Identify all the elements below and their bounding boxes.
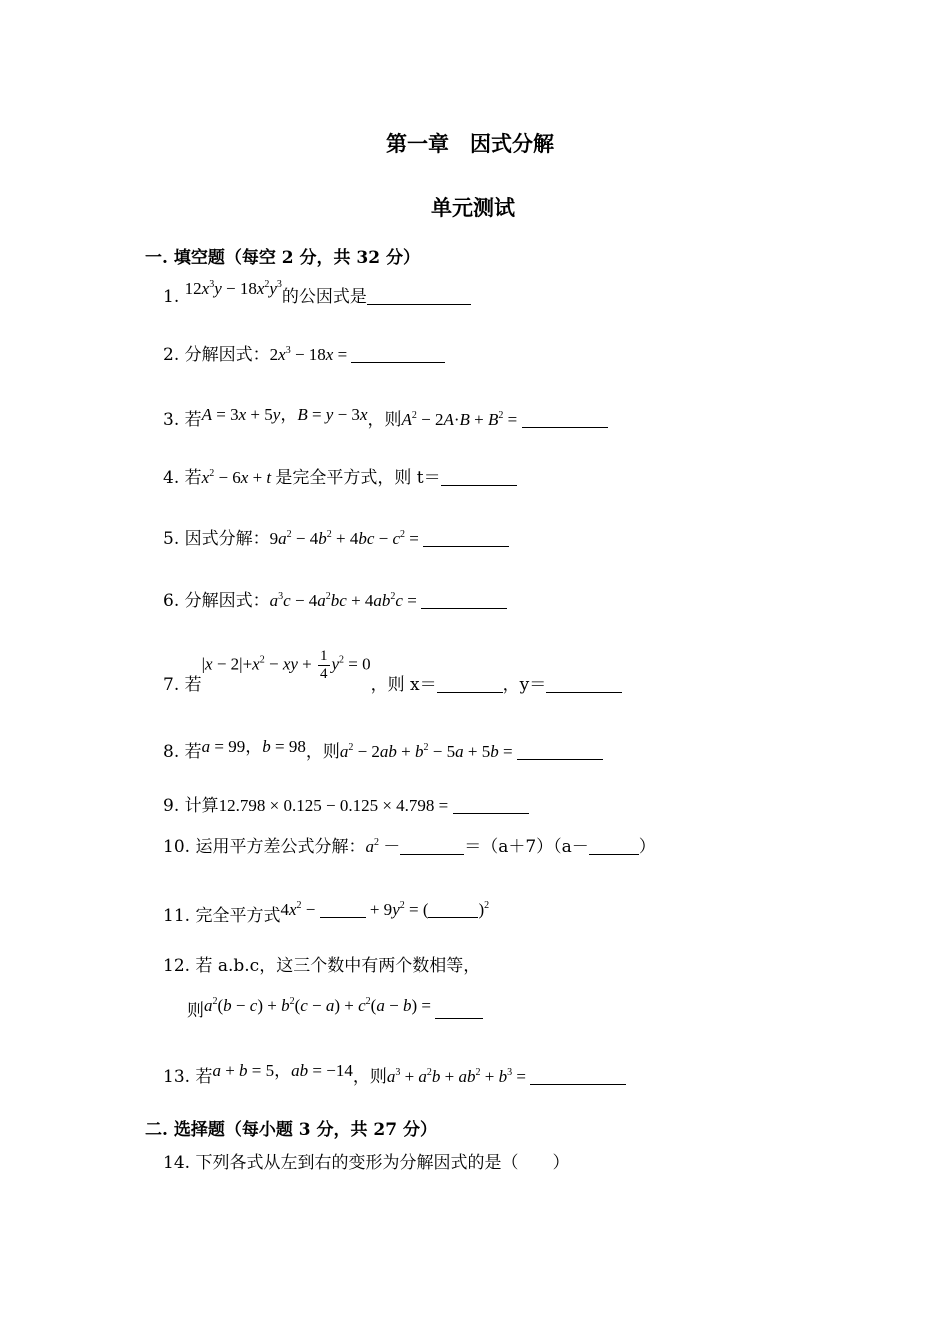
- q6-answer-blank[interactable]: [421, 592, 507, 609]
- q6-number: 6.: [163, 591, 180, 611]
- q3-condition: A = 3x + 5y，B = y − 3x: [201, 405, 368, 424]
- q1-answer-blank[interactable]: [367, 288, 471, 305]
- q12-answer-blank[interactable]: [435, 1002, 483, 1019]
- question-5: [163, 528, 509, 550]
- q6-expression: $a^3c - 4a^2bc + 4ab^2c$ =: [269, 591, 422, 610]
- q9-number: 9.: [163, 796, 180, 816]
- question-6: [163, 590, 507, 612]
- q5-expression: $9a^2 - 4b^2 + 4bc - c^2$ =: [269, 529, 424, 548]
- q5-text: 因式分解：: [184, 529, 270, 549]
- q13-condition: a + b = 5，ab = −14: [212, 1061, 353, 1080]
- q2-text: 分解因式：: [184, 345, 270, 365]
- q10-blank-1[interactable]: [400, 838, 464, 855]
- q10-expression: $a^2$ －: [365, 837, 401, 856]
- q13-expression: $a^3 + a^2b + ab^2 + b^3$ =: [386, 1067, 531, 1086]
- q8-condition: a = 99，b = 98: [201, 737, 306, 756]
- question-8: [163, 737, 603, 763]
- q14-text: 下列各式从左到右的变形为分解因式的是（ ）: [195, 1153, 570, 1173]
- question-12-line-2: [187, 996, 483, 1022]
- question-9: [163, 795, 529, 817]
- q6-text: 分解因式：: [184, 591, 270, 611]
- q7-y-label: ，y＝: [502, 675, 547, 695]
- q12-then: 则: [187, 1001, 204, 1021]
- q8-text: 若: [184, 742, 202, 762]
- q7-number: 7.: [163, 675, 180, 695]
- q14-number: 14.: [163, 1153, 191, 1173]
- q10-end: ）: [638, 837, 656, 857]
- q5-number: 5.: [163, 529, 180, 549]
- question-7: [163, 648, 622, 695]
- question-12: [163, 955, 480, 977]
- q1-text: 的公因式是: [281, 287, 367, 307]
- page-title: 第一章 因式分解: [386, 132, 554, 156]
- q9-expression: 12.798 × 0.125 − 0.125 × 4.798 =: [218, 796, 453, 815]
- q4-expression: $x^2 - 6x + t$: [201, 468, 272, 487]
- q3-expression: $A^2 - 2A\cdot B + B^2$ =: [401, 410, 522, 429]
- q7-expression: $|x - 2|+x^2$ − xy + $\frac{1}{4}$ $y^2 = 0$: [201, 648, 371, 682]
- q11-number: 11.: [163, 906, 191, 926]
- question-14: [163, 1152, 569, 1174]
- q9-answer-blank[interactable]: [453, 797, 529, 814]
- q12-expression: $a^2(b - c) + b^2(c - a) + c^2(a - b)$ =: [204, 996, 436, 1015]
- q2-answer-blank[interactable]: [351, 346, 445, 363]
- q2-number: 2.: [163, 345, 180, 365]
- q12-number: 12.: [163, 956, 191, 976]
- q3-number: 3.: [163, 410, 180, 430]
- question-13: [163, 1061, 626, 1088]
- q4-text: 若: [184, 468, 202, 488]
- q11-blank-1[interactable]: [320, 901, 366, 918]
- q11-blank-2[interactable]: [428, 901, 478, 918]
- q11-text: 完全平方式: [195, 906, 281, 926]
- question-4: [163, 467, 517, 489]
- q8-answer-blank[interactable]: [517, 743, 603, 760]
- q4-mid: 是完全平方式，则 t＝: [275, 468, 441, 488]
- q13-then: ，则: [352, 1067, 387, 1087]
- q8-then: ，则: [305, 742, 340, 762]
- q10-text: 运用平方差公式分解：: [195, 837, 366, 857]
- q12-text: 若 a.b.c，这三个数中有两个数相等，: [195, 956, 481, 976]
- q13-text: 若: [195, 1067, 213, 1087]
- q13-number: 13.: [163, 1067, 191, 1087]
- question-3: [163, 405, 608, 431]
- q5-answer-blank[interactable]: [423, 530, 509, 547]
- section-multiple-choice: 二. 选择题（每小题 3 分，共 27 分）: [145, 1120, 437, 1140]
- q9-text: 计算: [184, 796, 219, 816]
- q1-number: 1.: [163, 287, 180, 307]
- q3-answer-blank[interactable]: [522, 411, 608, 428]
- question-2: [163, 344, 445, 366]
- q8-number: 8.: [163, 742, 180, 762]
- q7-mid: ，则 x＝: [370, 675, 437, 695]
- page-subtitle: 单元测试: [431, 196, 515, 220]
- q11-expression: $4x^2$ − + $9y^2$ = ( )$^2$: [280, 900, 490, 919]
- question-10: [163, 836, 656, 858]
- q4-answer-blank[interactable]: [441, 469, 517, 486]
- q1-expression: $12x^3y - 18x^2y^3$: [184, 279, 282, 298]
- q13-answer-blank[interactable]: [530, 1068, 626, 1085]
- q3-then: ，则: [367, 410, 402, 430]
- q7-text: 若: [184, 675, 202, 695]
- q4-number: 4.: [163, 468, 180, 488]
- q3-text: 若: [184, 410, 202, 430]
- q7-x-blank[interactable]: [437, 676, 503, 693]
- q2-expression: $2x^3 - 18x$ =: [269, 345, 352, 364]
- q10-blank-2[interactable]: [589, 838, 639, 855]
- q8-expression: $a^2 - 2ab + b^2 - 5a + 5b$ =: [339, 742, 517, 761]
- section-fill-in: 一. 填空题（每空 2 分，共 32 分）: [145, 248, 420, 268]
- question-11: [163, 900, 490, 927]
- q10-eq: ＝（a＋7）（a－: [464, 837, 589, 857]
- q7-y-blank[interactable]: [546, 676, 622, 693]
- question-1: [163, 279, 471, 308]
- q10-number: 10.: [163, 837, 191, 857]
